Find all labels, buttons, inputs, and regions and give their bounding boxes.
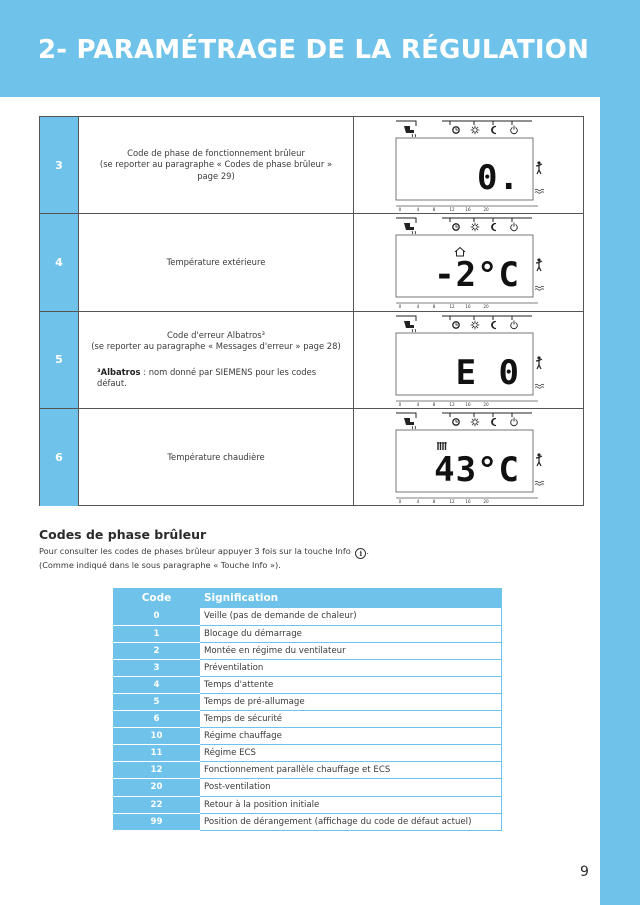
tap-icon: [404, 418, 416, 429]
parameter-number: 4: [40, 214, 78, 310]
code-value: 1: [113, 625, 200, 642]
description-line: Code de phase de fonctionnement brûleur: [127, 147, 305, 158]
code-value: 20: [113, 779, 200, 796]
lcd-scale-label: 16: [465, 207, 471, 212]
code-value: 10: [113, 728, 200, 745]
section-text: [39, 545, 369, 571]
code-signification: Montée en régime du ventilateur: [200, 642, 502, 659]
radiator-icon: [437, 442, 447, 450]
code-value: 99: [113, 813, 200, 830]
parameter-row: [40, 117, 583, 214]
sun-icon: [471, 126, 480, 135]
lcd-scale-label: 12: [449, 207, 455, 212]
clock-icon: [453, 127, 459, 133]
occupant-icon: [536, 453, 542, 466]
lcd-scale-label: 12: [449, 498, 455, 504]
clock-icon: [453, 419, 459, 425]
moon-icon: [492, 321, 496, 328]
lcd-scale-label: 8: [432, 304, 436, 310]
code-row: [113, 711, 502, 728]
section-line-1-end: .: [366, 546, 369, 556]
code-value: 0: [113, 608, 200, 625]
lcd-digits: 43°C: [434, 449, 520, 490]
moon-icon: [492, 224, 496, 231]
code-signification: Position de dérangement (affichage du code de défaut actuel): [200, 813, 502, 830]
description-line: page 29): [197, 170, 235, 181]
header-signification: Signification: [200, 588, 502, 608]
section-line-1: Pour consulter les codes de phases brûleur appuyer 3 fois sur la touche Info: [39, 546, 351, 556]
parameter-description: [78, 312, 354, 408]
lcd-panel: [354, 312, 583, 408]
code-row: [113, 762, 502, 779]
lcd-scale-label: 20: [483, 207, 489, 212]
lcd-scale-label: 20: [483, 498, 489, 504]
lcd-scale-label: 20: [483, 401, 489, 407]
parameter-number: 6: [40, 409, 78, 506]
parameter-description: [78, 409, 354, 506]
lcd-display: [354, 409, 583, 506]
lcd-scale-label: 0: [398, 401, 402, 407]
code-signification: Fonctionnement parallèle chauffage et ECS: [200, 762, 502, 779]
parameter-row: [40, 409, 583, 506]
flame-icon: [535, 287, 544, 291]
code-signification: Préventilation: [200, 659, 502, 676]
parameter-number: 5: [40, 312, 78, 408]
code-value: 2: [113, 642, 200, 659]
code-signification: Temps de sécurité: [200, 711, 502, 728]
code-row: [113, 659, 502, 676]
power-icon: [511, 417, 518, 425]
codes-table: [113, 588, 502, 831]
lcd-display: [354, 214, 583, 311]
code-row: [113, 779, 502, 796]
lcd-scale-label: 16: [465, 401, 471, 407]
lcd-scale-label: 8: [432, 401, 436, 407]
parameter-table: [39, 116, 584, 506]
code-row: [113, 625, 502, 642]
description-line: (se reporter au paragraphe « Messages d'erreur » page 28): [91, 341, 341, 352]
codes-table-header: [113, 588, 502, 608]
code-value: 4: [113, 676, 200, 693]
code-signification: Veille (pas de demande de chaleur): [200, 608, 502, 625]
code-value: 22: [113, 796, 200, 813]
sun-icon: [471, 320, 480, 329]
code-signification: Temps d'attente: [200, 676, 502, 693]
tap-icon: [404, 126, 416, 137]
code-value: 6: [113, 711, 200, 728]
footnote-text: : nom donné par SIEMENS pour les codes défaut.: [97, 366, 317, 389]
code-value: 11: [113, 745, 200, 762]
lcd-scale-label: 20: [483, 304, 489, 310]
lcd-scale-label: 12: [449, 304, 455, 310]
description-line: Température chaudière: [167, 451, 265, 462]
clock-icon: [453, 224, 459, 230]
footnote-term: ³Albatros: [97, 366, 141, 377]
code-signification: Blocage du démarrage: [200, 625, 502, 642]
code-signification: Retour à la position initiale: [200, 796, 502, 813]
code-signification: Temps de pré-allumage: [200, 693, 502, 710]
lcd-scale-label: 4: [416, 498, 420, 504]
flame-icon: [535, 189, 544, 193]
lcd-scale-label: 4: [416, 304, 420, 310]
lcd-scale-label: 4: [416, 401, 420, 407]
tap-icon: [404, 223, 416, 234]
code-signification: Régime ECS: [200, 745, 502, 762]
power-icon: [511, 320, 518, 328]
power-icon: [511, 223, 518, 231]
lcd-panel: [354, 117, 583, 213]
lcd-display: [354, 312, 583, 409]
lcd-scale-label: 16: [465, 498, 471, 504]
lcd-display: [354, 117, 583, 214]
occupant-icon: [536, 356, 542, 369]
code-row: [113, 693, 502, 710]
parameter-row: [40, 312, 583, 409]
lcd-scale-label: 0: [398, 304, 402, 310]
lcd-digits: E 0: [455, 352, 520, 393]
code-value: 5: [113, 693, 200, 710]
code-row: [113, 796, 502, 813]
parameter-description: [78, 117, 354, 213]
code-row: [113, 745, 502, 762]
code-row: [113, 728, 502, 745]
code-row: [113, 813, 502, 830]
parameter-number: 3: [40, 117, 78, 213]
lcd-panel: [354, 214, 583, 310]
tap-icon: [404, 321, 416, 332]
lcd-digits: -2°C: [434, 255, 520, 296]
parameter-description: [78, 214, 354, 310]
page-title: 2- PARAMÉTRAGE DE LA RÉGULATION: [38, 35, 590, 65]
occupant-icon: [536, 259, 542, 272]
page-number: 9: [580, 864, 589, 880]
lcd-scale-label: 8: [432, 498, 436, 504]
description-line: Code d'erreur Albatros³: [167, 329, 265, 340]
code-signification: Post-ventilation: [200, 779, 502, 796]
moon-icon: [492, 418, 496, 425]
flame-icon: [535, 481, 544, 485]
clock-icon: [453, 321, 459, 327]
sun-icon: [471, 417, 480, 426]
flame-icon: [535, 384, 544, 388]
sun-icon: [471, 223, 480, 232]
lcd-scale-label: 0: [398, 498, 402, 504]
code-value: 12: [113, 762, 200, 779]
occupant-icon: [536, 161, 542, 174]
moon-icon: [492, 126, 496, 133]
description-line: Température extérieure: [166, 256, 266, 267]
code-row: [113, 608, 502, 625]
section-line-2: (Comme indiqué dans le sous paragraphe « Touche Info »).: [39, 560, 281, 570]
code-row: [113, 642, 502, 659]
lcd-scale-label: 16: [465, 304, 471, 310]
lcd-digits: 0.: [477, 158, 520, 198]
parameter-row: [40, 214, 583, 311]
code-signification: Régime chauffage: [200, 728, 502, 745]
footnote: [85, 367, 347, 390]
code-row: [113, 676, 502, 693]
lcd-scale-label: 12: [449, 401, 455, 407]
side-band: [600, 97, 640, 905]
description-line: (se reporter au paragraphe « Codes de phase brûleur »: [99, 159, 333, 170]
lcd-panel: [354, 409, 583, 506]
lcd-scale-label: 4: [416, 207, 420, 212]
section-title: Codes de phase brûleur: [39, 527, 207, 542]
power-icon: [511, 126, 518, 134]
header-code: Code: [113, 588, 200, 608]
code-value: 3: [113, 659, 200, 676]
lcd-scale-label: 8: [432, 207, 436, 212]
info-icon: i: [355, 548, 366, 559]
lcd-scale-label: 0: [398, 207, 402, 212]
